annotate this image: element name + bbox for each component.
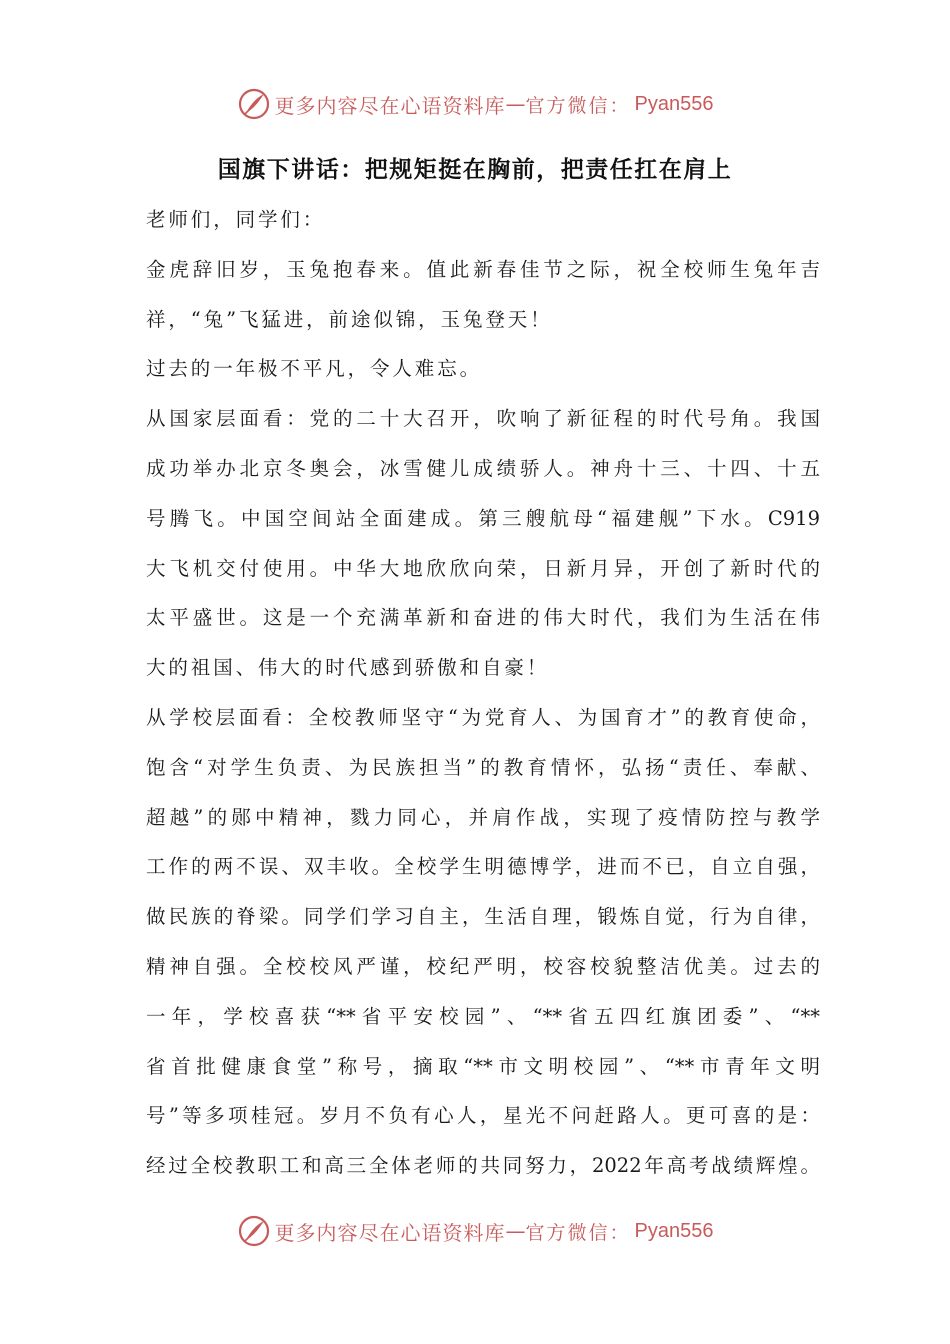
text-line: 做民族的脊梁。同学们学习自主，生活自理，锻炼自觉，行为自律， [146,905,820,929]
text-line: 从国家层面看：党的二十大召开，吹响了新征程的时代号角。我国 [146,407,820,431]
text-line: 大飞机交付使用。中华大地欣欣向荣，日新月异，开创了新时代的 [146,556,820,580]
text-line: 过去的一年极不平凡，令人难忘。 [146,357,483,381]
wechat-id: Pyan556 [634,1219,714,1242]
text-line: 大的祖国、伟大的时代感到骄傲和自豪！ [146,656,550,680]
text-line: 老师们，同学们： [146,208,326,231]
footer-banner [0,1211,950,1251]
text-line: 省首批健康食堂”称号，摘取“**市文明校园”、“**市青年文明 [146,1054,820,1078]
text-line: 饱含“对学生负责、为民族担当”的教育情怀，弘扬“责任、奉献、 [146,755,820,779]
banner-separator: — [505,92,526,116]
text-line: 从学校层面看：全校教师坚守“为党育人、为国育才”的教育使命， [146,705,820,729]
text-line: 金虎辞旧岁，玉兔抱春来。值此新春佳节之际，祝全校师生兔年吉 [146,257,820,281]
text-line: 精神自强。全校校风严谨，校纪严明，校容校貌整洁优美。过去的 [146,954,820,978]
text-line: 祥，“兔”飞猛进，前途似锦，玉兔登天！ [146,307,553,331]
wechat-label: 官方微信： [525,1221,631,1244]
quill-logo-icon [237,1214,271,1248]
banner-separator: — [505,1219,526,1243]
text-line: 经过全校教职工和高三全体老师的共同努力，2022年高考战绩辉煌。 [146,1154,820,1178]
text-line: 超越”的郧中精神，戮力同心，并肩作战，实现了疫情防控与教学 [146,805,820,829]
text-line: 成功举办北京冬奥会，冰雪健儿成绩骄人。神舟十三、十四、十五 [146,456,820,480]
text-line: 太平盛世。这是一个充满革新和奋进的伟大时代，我们为生活在伟 [146,606,820,630]
header-banner [0,84,950,124]
wechat-label: 官方微信： [525,94,631,117]
quill-logo-icon [237,87,271,121]
text-line: 工作的两不误、双丰收。全校学生明德博学，进而不已，自立自强， [146,855,820,879]
banner-text: 更多内容尽在心语资料库 [274,1220,506,1245]
wechat-id: Pyan556 [634,92,714,115]
page-title: 国旗下讲话：把规矩挺在胸前，把责任扛在肩上 [217,157,733,183]
text-line: 一年，学校喜获“**省平安校园”、“**省五四红旗团委”、“** [146,1004,820,1028]
text-line: 号”等多项桂冠。岁月不负有心人，星光不问赶路人。更可喜的是： [146,1104,820,1128]
speech-body [146,195,820,1191]
text-line: 号腾飞。中国空间站全面建成。第三艘航母“福建舰”下水。C919 [146,506,820,530]
banner-text: 更多内容尽在心语资料库 [274,93,506,118]
